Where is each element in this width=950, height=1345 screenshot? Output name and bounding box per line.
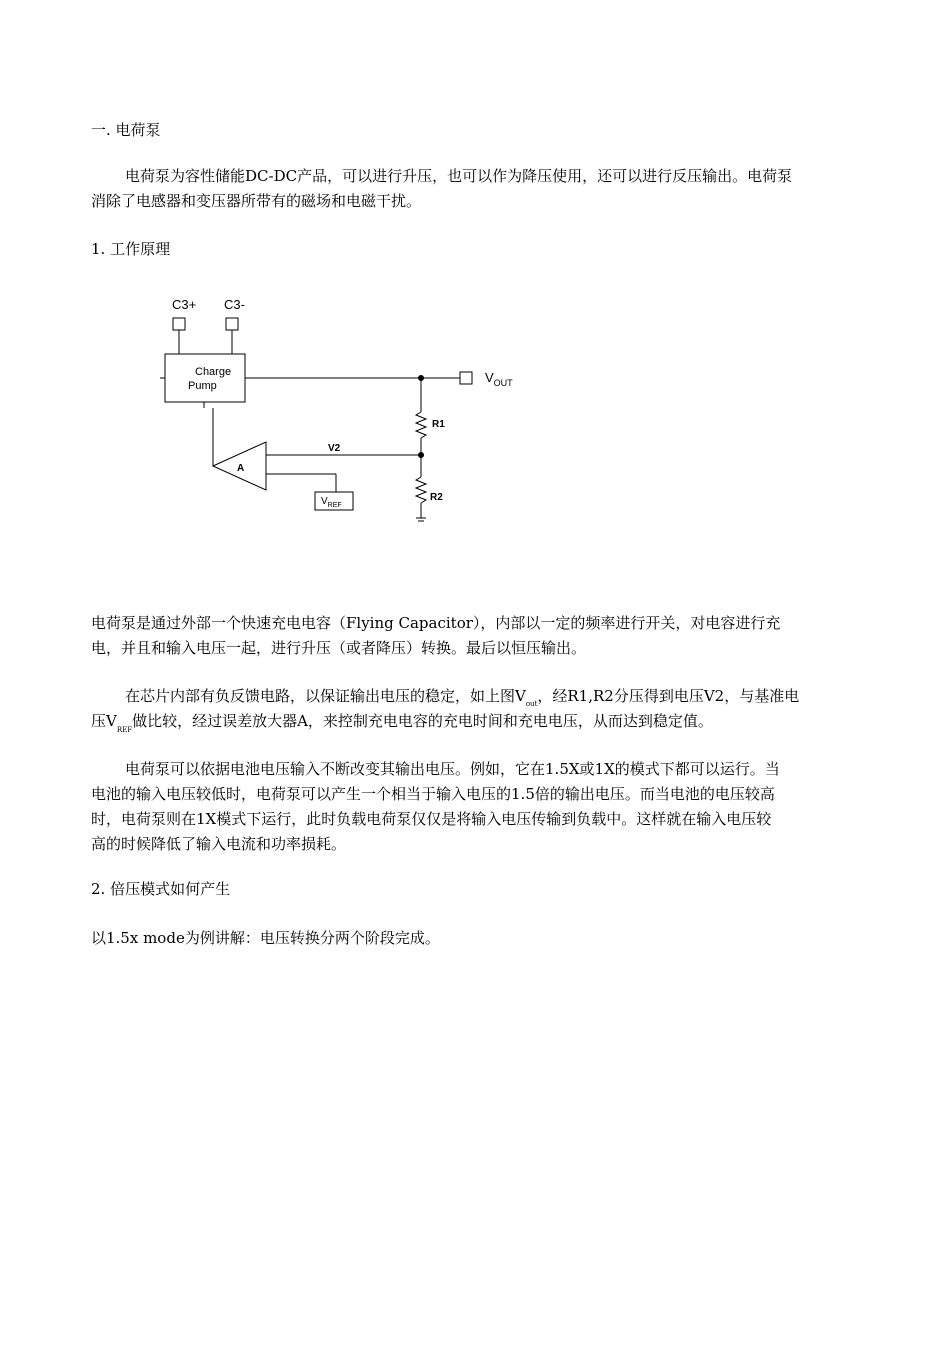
r1-resistor (416, 412, 426, 438)
r1-label: R1 (432, 419, 445, 430)
amp-label: A (237, 463, 245, 474)
charge-label: Charge (195, 366, 232, 378)
charge-pump-block (165, 354, 245, 402)
c3-minus-pin (226, 318, 238, 330)
vout-label: $V_{OUT}$ (485, 370, 513, 388)
para1-line-1: 电荷泵是通过外部一个快速充电电容（Flying Capacitor），内部以一定的频率进行开关，对电容进行充 (91, 614, 781, 632)
para4: 以1.5x mode为例讲解：电压转换分两个阶段完成。 (91, 929, 440, 947)
para3-line-2: 电池的输入电压较低时，电荷泵可以产生一个相当于输入电压的1.5倍的输出电压。而当电池的电压较高 (91, 785, 775, 803)
para2-line-1: 在芯片内部有负反馈电路，以保证输出电压的稳定，如上图$V_{out}$，经R1,R2分压得到电压V2，与基准电 (125, 687, 800, 708)
c3-plus-pin (173, 318, 185, 330)
vout-pin (460, 372, 472, 384)
c3-plus-label: C3+ (172, 297, 197, 312)
section-working-principle: 1. 工作原理 (91, 240, 171, 258)
r2-label: R2 (430, 492, 443, 503)
pump-label: Pump (188, 380, 217, 392)
charge-pump-circuit-diagram (140, 292, 540, 532)
para1-line-2: 电，并且和输入电压一起，进行升压（或者降压）转换。最后以恒压输出。 (91, 639, 587, 657)
vref-label: $V_{REF}$ (321, 496, 342, 509)
heading-charge-pump: 一. 电荷泵 (91, 121, 161, 139)
section-voltage-multiplier: 2. 倍压模式如何产生 (91, 880, 231, 898)
para2-line-2: 压$V_{REF}$做比较，经过误差放大器A，来控制充电电容的充电时间和充电电压，从而达到稳定值。 (91, 712, 713, 734)
c3-minus-label: C3- (224, 297, 245, 312)
para3-line-4: 高的时候降低了输入电流和功率损耗。 (91, 835, 347, 853)
intro-line-1: 电荷泵为容性储能DC-DC产品，可以进行升压，也可以作为降压使用，还可以进行反压输出。电荷泵 (125, 167, 793, 185)
intro-line-2: 消除了电感器和变压器所带有的磁场和电磁干扰。 (91, 192, 422, 210)
r2-resistor (416, 477, 426, 503)
para3-line-1: 电荷泵可以依据电池电压输入不断改变其输出电压。例如，它在1.5X或1X的模式下都可以运行。当 (125, 760, 780, 778)
para3-line-3: 时，电荷泵则在1X模式下运行，此时负载电荷泵仅仅是将输入电压传输到负载中。这样就在输入电压较 (91, 810, 772, 828)
v2-label: V2 (328, 443, 341, 454)
